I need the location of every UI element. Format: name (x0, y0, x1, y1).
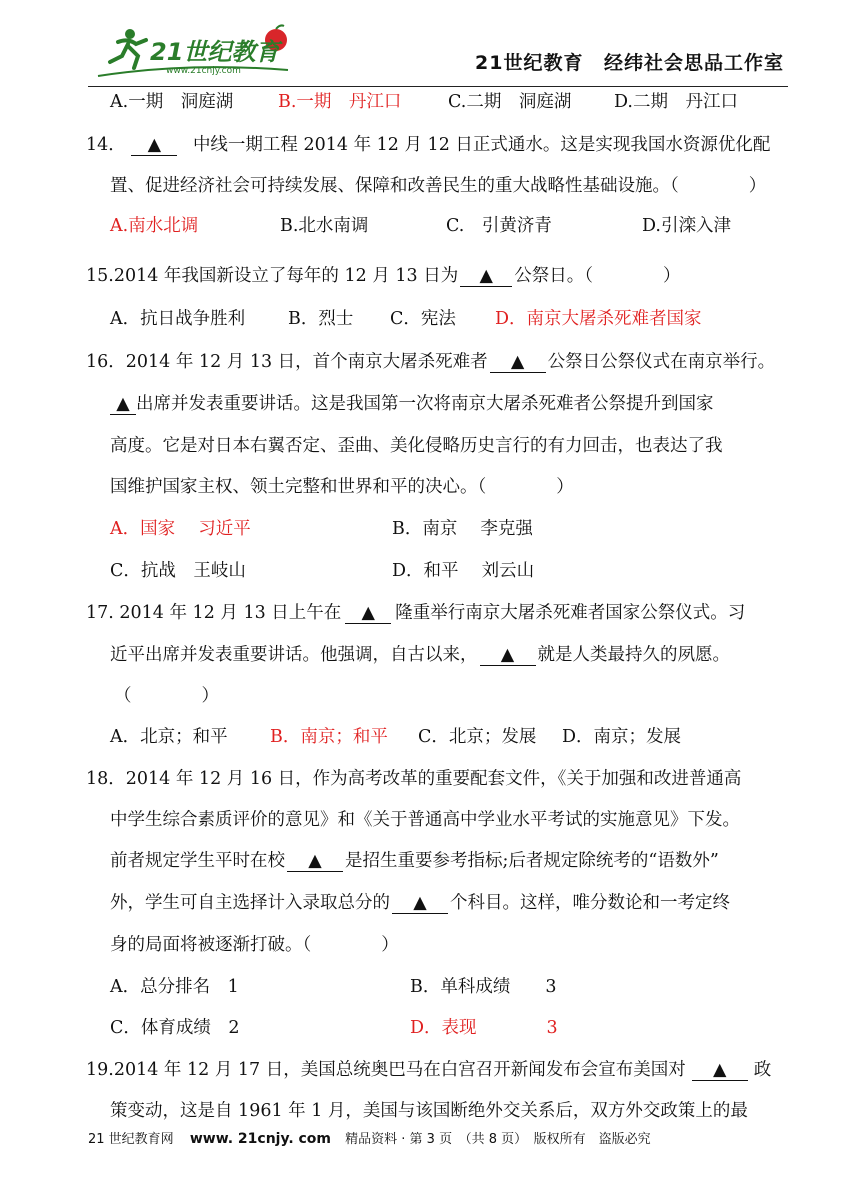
q18-blank1: ▲ (287, 851, 343, 872)
q19-blank1: ▲ (692, 1060, 748, 1081)
q17-blank1: ▲ (345, 603, 391, 624)
q17-blank2: ▲ (480, 645, 536, 666)
q17-option-d: D．南京；发展 (562, 727, 682, 747)
q16-line3: 高度。它是对日本右翼否定、歪曲、美化侵略历史言行的有力回击，也表达了我 (110, 436, 723, 456)
q14-option-d: D.引滦入津 (642, 216, 731, 236)
q19-line1: 19.2014 年 12 月 17 日，美国总统奥巴马在白宫召开新闻发布会宣布美国对 ▲ 政 (86, 1060, 772, 1080)
q16-line1: 16．2014 年 12 月 13 日，首个南京大屠杀死难者 ▲ 公祭日公祭仪式在南京举行。 (86, 352, 776, 372)
svg-text:21世纪教育: 21世纪教育 (150, 38, 280, 66)
q18-line1: 18．2014 年 12 月 16 日，作为高考改革的重要配套文件，《关于加强和改进普通高 (86, 769, 742, 789)
q16-line2: ▲ 出席并发表重要讲话。这是我国第一次将南京大屠杀死难者公祭提升到国家 (110, 392, 714, 416)
q18-line3: 前者规定学生平时在校 ▲ 是招生重要参考指标;后者规定除统考的“语数外” (110, 851, 719, 871)
q16-option-b: B．南京 李克强 (392, 519, 533, 539)
q15-option-a: A．抗日战争胜利 (110, 309, 246, 329)
q16-option-a: A．国家 习近平 (110, 519, 251, 539)
q16-line4: 国维护国家主权、领土完整和世界和平的决心。（ ） (110, 477, 574, 497)
site-logo (88, 20, 298, 82)
header-rule (88, 86, 788, 87)
q17-option-a: A．北京；和平 (110, 727, 228, 747)
header-right-title: 经纬社会思品工作室 (604, 52, 785, 74)
q18-option-d: D．表现 3 (410, 1018, 558, 1038)
q14-line1: 14． ▲ 中线一期工程 2014 年 12 月 12 日正式通水。这是实现我国水资源优化配 (86, 135, 771, 155)
q17-option-b: B．南京；和平 (270, 727, 388, 747)
q14-option-a: A.南水北调 (110, 216, 199, 236)
q16-blank1: ▲ (490, 352, 546, 373)
svg-text:www.21cnjy.com: www.21cnjy.com (166, 66, 241, 76)
q13-option-c: C.二期 洞庭湖 (448, 92, 572, 112)
q18-blank2: ▲ (392, 893, 448, 914)
q18-option-b: B．单科成绩 3 (410, 977, 557, 997)
q14-blank: ▲ (131, 135, 177, 156)
q15-line1: 15.2014 年我国新设立了每年的 12 月 13 日为 ▲ 公祭日。（ ） (86, 266, 681, 286)
footer-page-info: 精品资料 · 第 3 页 （共 8 页） 版权所有 盗版必究 (345, 1132, 651, 1147)
q16-option-c: C．抗战 王岐山 (110, 561, 246, 581)
q18-line5: 身的局面将被逐渐打破。（ ） (110, 935, 399, 955)
q17-line2: 近平出席并发表重要讲话。他强调，自古以来， ▲ 就是人类最持久的夙愿。 (110, 645, 730, 665)
q14-option-c: C. 引黄济青 (446, 216, 552, 236)
q18-line4: 外，学生可自主选择计入录取总分的 ▲ 个科目。这样，唯分数论和一考定终 (110, 893, 730, 913)
q17-line1: 17. 2014 年 12 月 13 日上午在 ▲ 隆重举行南京大屠杀死难者国家公祭仪式。习 (86, 603, 746, 623)
page-footer (88, 1128, 651, 1147)
q13-option-a: A.一期 洞庭湖 (110, 92, 234, 112)
q17-option-c: C．北京；发展 (418, 727, 537, 747)
q15-option-b: B．烈士 (288, 309, 354, 329)
footer-url[interactable]: www. 21cnjy. com (189, 1131, 332, 1147)
footer-site: 21 世纪教育网 (88, 1132, 174, 1147)
q18-option-c: C．体育成绩 2 (110, 1018, 240, 1038)
q14-number: 14． (86, 135, 126, 155)
q14-line2: 置、促进经济社会可持续发展、保障和改善民生的重大战略性基础设施。（ ） (110, 176, 767, 196)
q16-blank2: ▲ (110, 394, 136, 415)
q13-option-b: B.一期 丹江口 (278, 92, 402, 112)
q18-option-a: A．总分排名 1 (110, 977, 239, 997)
q15-blank: ▲ (460, 266, 512, 287)
q14-option-b: B.北水南调 (280, 216, 369, 236)
q15-option-c: C．宪法 (390, 309, 456, 329)
q17-line3: （ ） (114, 686, 219, 706)
header-left-title: 21世纪教育 (475, 52, 584, 74)
q16-option-d: D．和平 刘云山 (392, 561, 535, 581)
q13-option-d: D.二期 丹江口 (614, 92, 738, 112)
q18-line2: 中学生综合素质评价的意见》和《关于普通高中学业水平考试的实施意见》下发。 (110, 810, 740, 830)
q19-line2: 策变动，这是自 1961 年 1 月，美国与该国断绝外交关系后，双方外交政策上的最 (110, 1101, 748, 1121)
q15-option-d: D．南京大屠杀死难者国家 (495, 309, 702, 329)
